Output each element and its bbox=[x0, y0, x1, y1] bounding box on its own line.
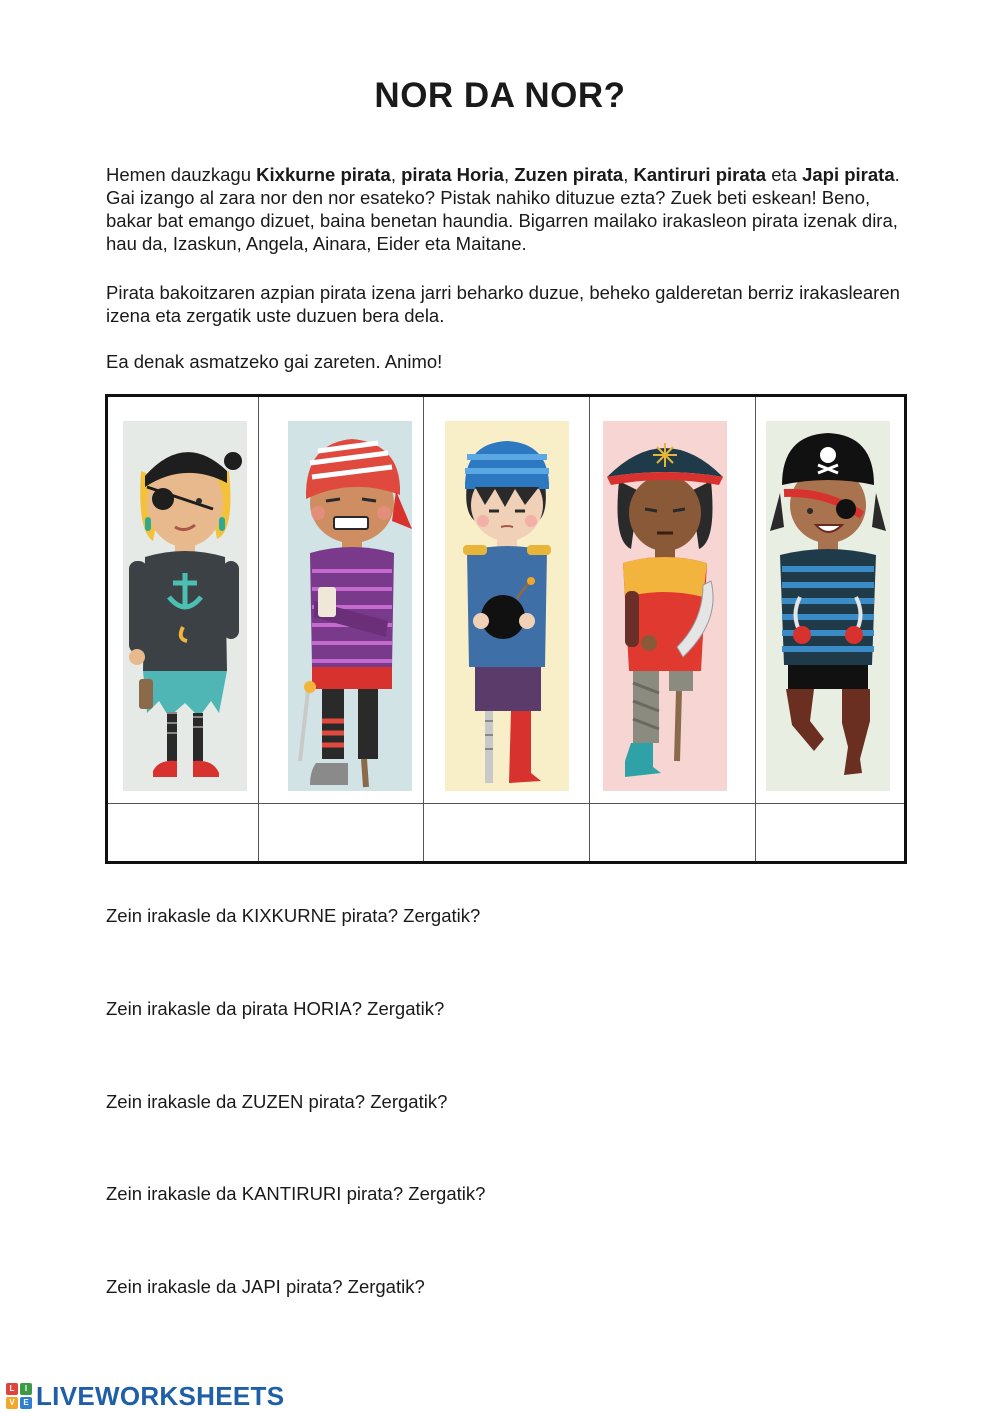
question-3-answer-input[interactable] bbox=[106, 1120, 890, 1162]
pirate-cell-3 bbox=[425, 397, 589, 803]
logo-mark-letter: V bbox=[6, 1397, 18, 1409]
pirate-name-kantiruri: Kantiruri pirata bbox=[633, 164, 767, 185]
pirate-answer-cell-2 bbox=[264, 805, 419, 861]
pirate-name-japi: Japi pirata bbox=[802, 164, 895, 185]
pirate-answer-input-4[interactable] bbox=[595, 805, 751, 861]
column-divider bbox=[589, 397, 590, 861]
liveworksheets-logo bbox=[6, 1381, 284, 1411]
pirate-answer-cell-3 bbox=[429, 805, 585, 861]
pirate-image-4 bbox=[603, 421, 727, 791]
question-5: Zein irakasle da JAPI pirata? Zergatik? bbox=[106, 1276, 425, 1297]
question-1: Zein irakasle da KIXKURNE pirata? Zergatik? bbox=[106, 905, 481, 926]
logo-mark-letter: L bbox=[6, 1383, 18, 1395]
pirate-illustration bbox=[123, 421, 247, 791]
pirate-image-5 bbox=[766, 421, 890, 791]
question-2-answer-input[interactable] bbox=[106, 1027, 890, 1069]
pirate-name-horia: pirata Horia bbox=[401, 164, 504, 185]
pirate-cell-1 bbox=[108, 397, 258, 803]
pirate-answer-cell-4 bbox=[595, 805, 751, 861]
page-title: NOR DA NOR? bbox=[374, 76, 626, 115]
column-divider bbox=[258, 397, 259, 861]
pirate-answer-input-3[interactable] bbox=[429, 805, 585, 861]
pirate-cell-4 bbox=[591, 397, 755, 803]
question-3: Zein irakasle da ZUZEN pirata? Zergatik? bbox=[106, 1091, 448, 1112]
pirate-answer-input-5[interactable] bbox=[761, 805, 900, 861]
pirates-table bbox=[105, 394, 907, 864]
encouragement-text: Ea denak asmatzeko gai zareten. Animo! bbox=[106, 351, 443, 372]
pirate-cell-5 bbox=[757, 397, 904, 803]
intro-paragraph: Hemen dauzkagu Kixkurne pirata, pirata Horia, Zuzen pirata, Kantiruri pirata eta Japi pirata. Gai izango al zara nor den nor esateko? Pistak nahiko dituzue ezta? Zuek beti eskean! Beno, bakar bat emango dizuet, baina benetan haundia. Bigarren mailako irakasleon pirata izenak dira, hau da, Izaskun, Angela, Ainara, Eider eta Maitane. bbox=[106, 164, 900, 254]
question-1-answer-input[interactable] bbox=[106, 934, 890, 976]
pirate-answer-cell-5 bbox=[761, 805, 900, 861]
pirate-image-3 bbox=[445, 421, 569, 791]
pirate-image-1 bbox=[123, 421, 247, 791]
pirate-image-2 bbox=[288, 421, 412, 791]
pirate-answer-cell-1 bbox=[112, 805, 254, 861]
pirate-illustration bbox=[603, 421, 727, 791]
pirate-answer-input-1[interactable] bbox=[112, 805, 254, 861]
column-divider bbox=[423, 397, 424, 861]
question-4: Zein irakasle da KANTIRURI pirata? Zergatik? bbox=[106, 1183, 486, 1204]
pirate-name-zuzen: Zuzen pirata bbox=[514, 164, 624, 185]
instructions-paragraph: Pirata bakoitzaren azpian pirata izena jarri beharko duzue, beheko galderetan berriz irakaslearen izena eta zergatik uste duzuen bera dela. bbox=[106, 282, 900, 326]
pirate-cell-2 bbox=[260, 397, 423, 803]
logo-mark-icon bbox=[6, 1383, 32, 1409]
logo-mark-letter: E bbox=[20, 1397, 32, 1409]
table-divider bbox=[108, 803, 904, 804]
pirate-illustration bbox=[288, 421, 412, 791]
question-4-answer-input[interactable] bbox=[106, 1212, 890, 1254]
column-divider bbox=[755, 397, 756, 861]
pirate-name-kixkurne: Kixkurne pirata bbox=[256, 164, 391, 185]
logo-mark-letter: I bbox=[20, 1383, 32, 1395]
pirate-illustration bbox=[766, 421, 890, 791]
logo-text: LIVEWORKSHEETS bbox=[36, 1380, 285, 1411]
question-5-answer-input[interactable] bbox=[106, 1305, 890, 1347]
pirate-illustration bbox=[445, 421, 569, 791]
pirate-answer-input-2[interactable] bbox=[264, 805, 419, 861]
question-2: Zein irakasle da pirata HORIA? Zergatik? bbox=[106, 998, 445, 1019]
